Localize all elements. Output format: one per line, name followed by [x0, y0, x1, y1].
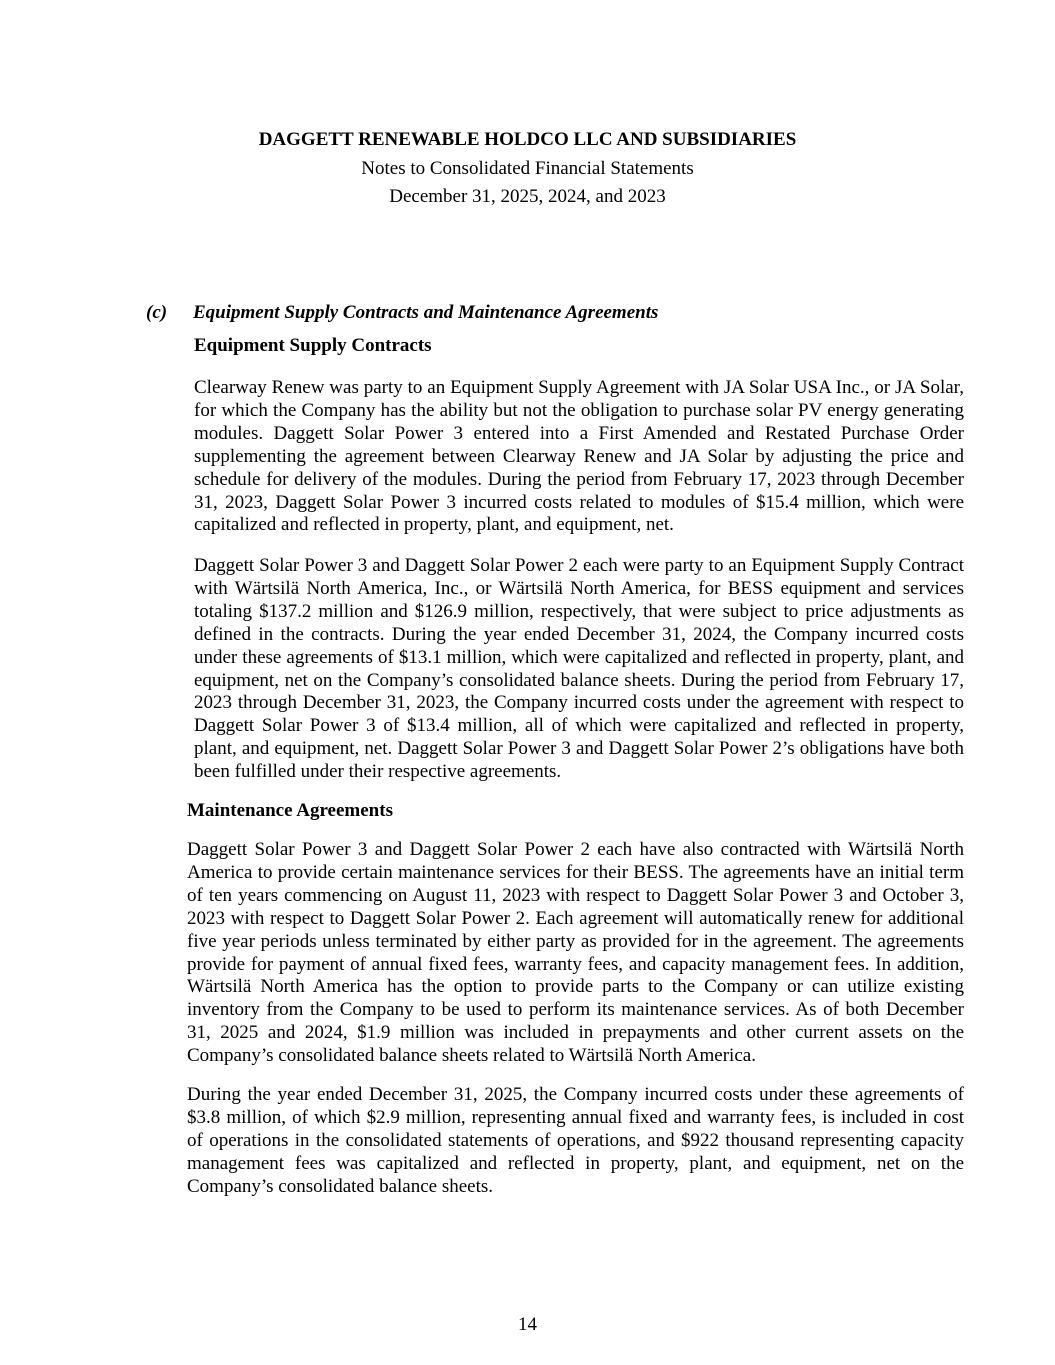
company-name: DAGGETT RENEWABLE HOLDCO LLC AND SUBSIDIARIES	[258, 129, 797, 150]
section-label: (c)	[146, 302, 168, 323]
paragraph-equipment-supply-2: Daggett Solar Power 3 and Daggett Solar Power 2 each were party to an Equipment Supply Contract with Wärtsilä North America, Inc., or Wärtsilä North America, for BESS equipment and services totaling $137.2 million and $126.9 million, respectively, that were subject to price adjustments as defined in the contracts. During the year ended December 31, 2024, the Company incurred costs under these agreements of $13.1 million, which were capitalized and reflected in property, plant, and equipment, net on the Company’s consolidated balance sheets. During the period from February 17, 2023 through December 31, 2023, the Company incurred costs under the agreement with respect to Daggett Solar Power 3 of $13.4 million, all of which were capitalized and reflected in property, plant, and equipment, net. Daggett Solar Power 3 and Daggett Solar Power 2’s obligations have both been fulfilled under their respective agreements.	[194, 555, 964, 783]
section-title: Equipment Supply Contracts and Maintenance Agreements	[193, 302, 659, 323]
paragraph-maintenance-1: Daggett Solar Power 3 and Daggett Solar Power 2 each have also contracted with Wärtsilä North America to provide certain maintenance services for their BESS. The agreements have an initial term of ten years commencing on August 11, 2023 with respect to Daggett Solar Power 3 and October 3, 2023 with respect to Daggett Solar Power 2. Each agreement will automatically renew for additional five year periods unless terminated by either party as provided for in the agreement. The agreements provide for payment of annual fixed fees, warranty fees, and capacity management fees. In addition, Wärtsilä North America has the option to provide parts to the Company or can utilize existing inventory from the Company to be used to perform its maintenance services. As of both December 31, 2025 and 2024, $1.9 million was included in prepayments and other current assets on the Company’s consolidated balance sheets related to Wärtsilä North America.	[187, 839, 964, 1067]
document-subtitle: Notes to Consolidated Financial Statements	[361, 157, 694, 179]
page-number: 14	[518, 1314, 537, 1335]
document-header	[0, 126, 1055, 212]
paragraph-maintenance-2: During the year ended December 31, 2025, the Company incurred costs under these agreements of $3.8 million, of which $2.9 million, representing annual fixed and warranty fees, is included in cost of operations in the consolidated statements of operations, and $922 thousand representing capacity management fees was capitalized and reflected in property, plant, and equipment, net on the Company’s consolidated balance sheets.	[187, 1084, 964, 1197]
section-heading	[146, 301, 658, 324]
statement-dates: December 31, 2025, 2024, and 2023	[389, 186, 666, 207]
paragraph-equipment-supply-1: Clearway Renew was party to an Equipment Supply Agreement with JA Solar USA Inc., or JA Solar, for which the Company has the ability but not the obligation to purchase solar PV energy generating modules. Daggett Solar Power 3 entered into a First Amended and Restated Purchase Order supplementing the agreement between Clearway Renew and JA Solar by adjusting the price and schedule for delivery of the modules. During the period from February 17, 2023 through December 31, 2023, Daggett Solar Power 3 incurred costs related to modules of $15.4 million, which were capitalized and reflected in property, plant, and equipment, net.	[194, 377, 964, 536]
subsection-heading-maintenance-agreements: Maintenance Agreements	[187, 800, 393, 821]
subsection-heading-equipment-supply-contracts: Equipment Supply Contracts	[194, 335, 432, 356]
